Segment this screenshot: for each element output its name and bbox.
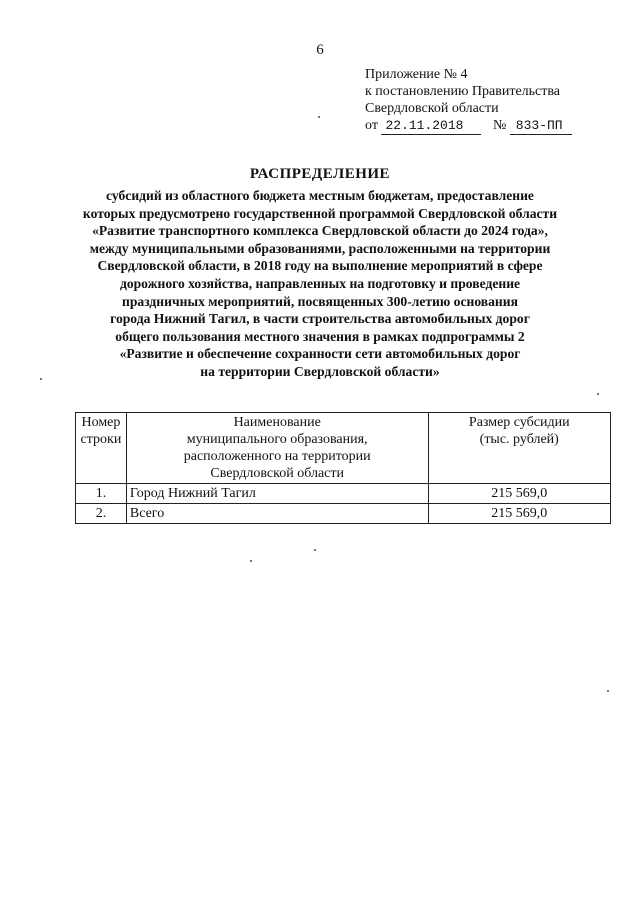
row-number: 1. (76, 484, 127, 504)
appendix-region: Свердловской области (365, 101, 499, 116)
row-municipality: Всего (126, 504, 428, 524)
header-text: Размер субсидии (468, 415, 570, 430)
header-municipality (126, 413, 428, 484)
decree-number: 833-ПП (510, 117, 572, 135)
scan-speck (250, 560, 252, 562)
header-subsidy-amount (428, 413, 611, 484)
scan-speck (314, 549, 316, 551)
header-row-number (76, 413, 127, 484)
table-row (76, 484, 611, 504)
title-line: субсидий из областного бюджета местным бюджетам, предоставление (106, 188, 534, 203)
scan-speck (318, 116, 320, 118)
date-prefix: от (365, 118, 378, 133)
row-amount: 215 569,0 (428, 504, 611, 524)
appendix-signature-line (365, 117, 572, 135)
row-number: 2. (76, 504, 127, 524)
number-prefix: № (492, 118, 507, 133)
title-line: общего пользования местного значения в рамках подпрограммы 2 (115, 328, 525, 344)
header-text: Свердловской области (210, 466, 344, 481)
title-line: на территории Свердловской области» (200, 363, 440, 379)
subsidy-table (75, 412, 611, 524)
page-number: 6 (316, 42, 324, 58)
scan-speck (607, 690, 609, 692)
title-line: «Развитие и обеспечение сохранности сети автомобильных дорог (119, 346, 521, 362)
title-line: которых предусмотрено государственной программой Свердловской области (82, 205, 558, 221)
header-text: (тыс. рублей) (479, 432, 559, 447)
row-amount: 215 569,0 (428, 484, 611, 504)
header-text: Наименование (233, 415, 321, 430)
header-text: муниципального образования, (186, 432, 368, 447)
appendix-title: Приложение № 4 (365, 67, 468, 82)
row-municipality: Город Нижний Тагил (126, 484, 428, 504)
header-text: расположенного на территории (183, 449, 371, 464)
header-text: Номер (81, 415, 121, 430)
appendix-header (365, 66, 572, 135)
scan-speck (40, 378, 42, 380)
title-line: праздничных мероприятий, посвященных 300-летию основания (122, 293, 518, 309)
table-header-row (76, 413, 611, 484)
appendix-reference: к постановлению Правительства (365, 84, 561, 99)
title-line: «Развитие транспортного комплекса Свердловской области до 2024 года», (92, 223, 548, 239)
title-heading: РАСПРЕДЕЛЕНИЕ (249, 166, 391, 182)
title-line: города Нижний Тагил, в части строительства автомобильных дорог (110, 311, 530, 327)
table-row-total (76, 504, 611, 524)
title-line: дорожного хозяйства, направленных на подготовку и проведение (119, 275, 521, 291)
scan-speck (597, 393, 599, 395)
decree-date: 22.11.2018 (381, 117, 481, 135)
document-title (0, 166, 640, 381)
title-line: Свердловской области, в 2018 году на выполнение мероприятий в сфере (97, 258, 543, 274)
header-text: строки (80, 432, 122, 447)
title-line: между муниципальными образованиями, расположенными на территории (89, 240, 551, 256)
